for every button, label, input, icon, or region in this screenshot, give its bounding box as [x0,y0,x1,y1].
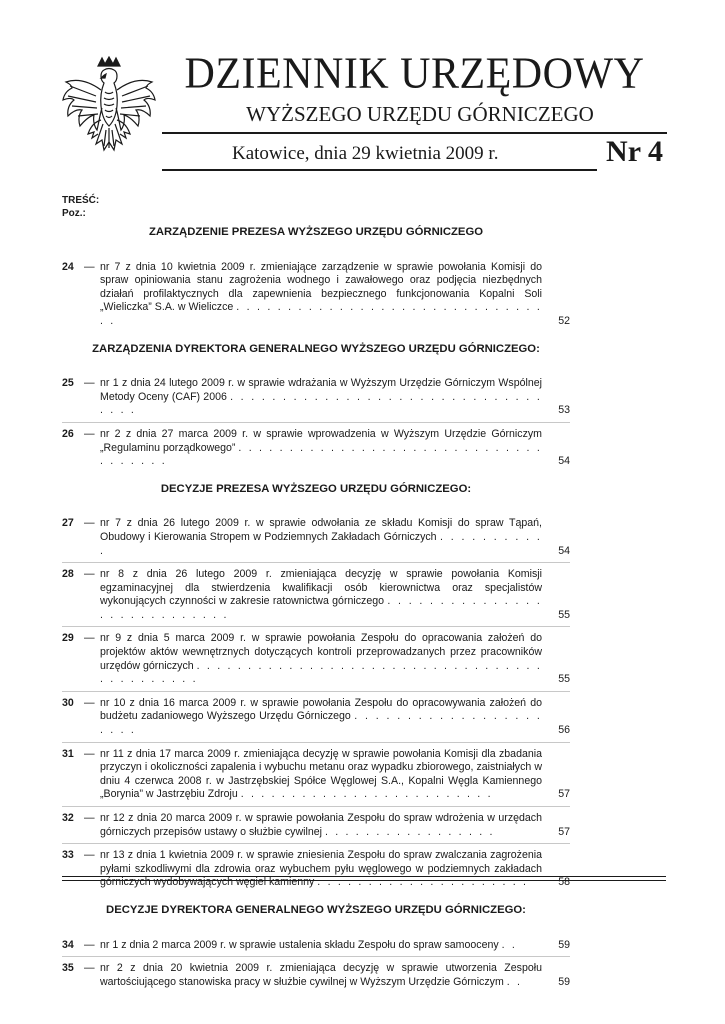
entry-leader-dots: . . . . . . . . . . . . . . . . . [324,825,495,838]
entry-page-number: 55 [558,673,570,686]
entry-page-number: 54 [558,544,570,557]
entry-dash: — [84,849,95,862]
entry-page-number: 59 [558,975,570,988]
entry-number: 33 [62,849,74,862]
toc-entry[interactable] [62,423,570,473]
entry-title: nr 1 z dnia 24 lutego 2009 r. w sprawie wdrażania w Wyższym Urzędzie Górniczym Wspólnej Metody Oceny (CAF) 2006 [100,377,542,403]
entry-dash: — [84,427,95,440]
entry-title: nr 8 z dnia 26 lutego 2009 r. zmieniająca decyzję w sprawie powołania Komisji egzaminacyjnej dla stwierdzenia kwalifikacji osób kierownictwa oraz specjalistów wykonujących czynności w zakresie ratownictwa górniczego [100,568,542,608]
eagle-emblem-icon [60,56,158,166]
entry-dash: — [84,517,95,530]
entry-title: nr 7 z dnia 26 lutego 2009 r. w sprawie odwołania ze składu Komisji do spraw Tąpań, Obudowy i Kierowania Stropem w Podziemnych Zakładach Górniczych [100,517,542,543]
entry-number: 27 [62,517,74,530]
journal-title: DZIENNIK URZĘDOWY [184,49,645,99]
toc-label-block [62,194,99,220]
toc-entry[interactable] [62,957,570,993]
entry-page-number: 58 [558,876,570,889]
entry-dash: — [84,747,95,760]
entry-text [100,632,548,686]
entry-leader-dots: . . . . . . . . . . . . . . . . . . . . . . . . . . . . . . . . . . [100,390,542,417]
entry-title: nr 13 z dnia 1 kwietnia 2009 r. w sprawie zniesienia Zespołu do spraw zwalczania zagrożenia pyłami szkodliwymi dla zdrowia oraz wybuchem pyłu węglowego w podziemnych zakładach górniczych wydobywających węgiel kamienny [100,849,542,889]
section-heading: DECYZJE DYREKTORA GENERALNEGO WYŻSZEGO URZĘDU GÓRNICZEGO: [106,903,526,916]
entry-dash: — [84,260,95,273]
entry-title: nr 7 z dnia 10 kwietnia 2009 r. zmieniające zarządzenie w sprawie powołania Komisji do spraw opiniowania stanu zagrożenia wodnego i zawałowego oraz podjęcia niezbędnych działań profilaktycznych dla zapewnienia bezpiecznego funkcjonowania Kopalni Soli „Wieliczka” S.A. w Wieliczce [100,260,542,314]
toc-entry[interactable] [62,844,570,894]
entry-page-number: 59 [558,938,570,951]
entry-dash: — [84,568,95,581]
entry-number: 34 [62,938,74,951]
toc-entry[interactable] [62,807,570,844]
toc-entry[interactable] [62,256,570,333]
entry-number: 32 [62,812,74,824]
position-label: Poz.: [62,208,86,219]
entry-text [100,568,548,622]
journal-subtitle: WYŻSZEGO URZĘDU GÓRNICZEGO [246,102,594,126]
section-heading: ZARZĄDZENIE PREZESA WYŻSZEGO URZĘDU GÓRNICZEGO [148,226,484,238]
entry-dash: — [84,938,95,951]
entry-text [100,962,548,989]
end-double-rule [62,876,666,881]
entry-dash: — [84,962,95,975]
entry-title: nr 2 z dnia 27 marca 2009 r. w sprawie wprowadzenia w Wyższym Urzędzie Górniczym „Regulaminu porządkowego” [100,427,542,454]
entry-page-number: 57 [558,788,570,801]
entry-text [100,517,548,558]
section-heading: ZARZĄDZENIA DYREKTORA GENERALNEGO WYŻSZEGO URZĘDU GÓRNICZEGO: [92,342,540,355]
entry-text [100,428,548,469]
entry-text [100,261,548,329]
toc-entry[interactable] [62,934,570,958]
toc-entry[interactable] [62,743,570,807]
entry-leader-dots: . . . . . . . . . . . . . . . . . . . . . . . . . . . . . . . . . . . . . . . . . . . . [100,659,542,686]
entry-title: nr 9 z dnia 5 marca 2009 r. w sprawie powołania Zespołu do opracowania założeń do projektów aktów wewnętrznych dotyczących kontroli przeprowadzanych przez pracowników urzędów górniczych [100,632,542,672]
entry-text [100,748,548,802]
entry-title: nr 11 z dnia 17 marca 2009 r. zmieniająca decyzję w sprawie powołania Komisji dla zbadania przyczyn i okoliczności zapalenia i wybuchu metanu oraz wypadku zbiorowego, zaistniałych w dniu 4 czerwca 2008 r. w Jastrzębskiej Spółce Węglowej S.A., Kopalni Węgla Kamiennego „Borynia” w Jastrzębiu Zdroju [100,747,542,801]
entry-text [100,812,548,839]
entry-number: 25 [62,377,74,390]
entry-title: nr 10 z dnia 16 marca 2009 r. w sprawie powołania Zespołu do opracowywania założeń do budżetu zadaniowego Wyższego Urzędu Górniczego [100,696,542,723]
toc-entry[interactable] [62,372,570,423]
entry-number: 31 [62,747,74,760]
entry-number: 29 [62,632,74,645]
entry-leader-dots: . . . . . . . . . . . . . . . . . . . . . . . . . . . . [100,595,542,621]
entry-page-number: 55 [558,608,570,621]
entry-page-number: 53 [558,404,570,417]
entry-dash: — [84,812,95,824]
entry-leader-dots: . . . . . . . . . . . . . . . . . . . . . . . . . . . . . . . . [100,301,542,327]
entry-dash: — [84,632,95,645]
toc-entry[interactable] [62,627,570,691]
entry-title: nr 1 z dnia 2 marca 2009 r. w sprawie ustalenia składu Zespołu do spraw samooceny [100,938,499,951]
section-heading: DECYZJE PREZESA WYŻSZEGO URZĘDU GÓRNICZEGO: [160,482,472,495]
entry-dash: — [84,696,95,709]
entry-text [100,939,548,953]
issue-number: Nr 4 [606,135,663,168]
place-date: Katowice, dnia 29 kwietnia 2009 r. [232,143,499,164]
entry-number: 28 [62,568,74,581]
toc-entry[interactable] [62,512,570,563]
header-divider-lower [162,169,597,171]
entry-number: 35 [62,962,74,975]
entry-leader-dots: . . . . . . . . . . . . . . . . . . . . . . . . . [240,788,493,801]
entry-leader-dots: . . . . . . . . . . . [100,530,542,557]
entry-leader-dots: . . . . . . . . . . . . . . . . . . . . . . . . . . . . . . . . . . . . . [100,441,542,468]
entry-text [100,849,548,890]
entry-page-number: 57 [558,825,570,838]
entry-title: nr 12 z dnia 20 marca 2009 r. w sprawie powołania Zespołu do spraw wdrożenia w urzędach górniczych przepisów ustawy o służbie cywilnej [100,812,542,838]
entry-leader-dots: . . . . . . . . . . . . . . . . . . . . . [317,876,529,889]
entry-title: nr 2 z dnia 20 kwietnia 2009 r. zmieniająca decyzję w sprawie utworzenia Zespołu wartościującego stanowiska pracy w służbie cywilnej w Wyższym Urzędzie Górniczym [100,962,542,988]
entry-number: 26 [62,427,74,440]
toc-entry[interactable] [62,563,570,627]
header-divider [162,132,667,134]
entry-dash: — [84,377,95,390]
entry-page-number: 52 [558,314,570,327]
entry-leader-dots: . . [506,975,523,988]
entry-leader-dots: . . . . . . . . . . . . . . . . . . . . . . [100,710,543,737]
toc-entry[interactable] [62,692,570,743]
toc-label: TREŚĆ: [62,195,100,206]
entry-page-number: 54 [558,455,570,468]
entry-text [100,377,548,418]
entry-number: 30 [62,696,74,709]
entry-number: 24 [62,260,74,273]
entry-text [100,697,548,738]
entry-leader-dots: . . [501,938,518,951]
entry-page-number: 56 [558,724,570,737]
